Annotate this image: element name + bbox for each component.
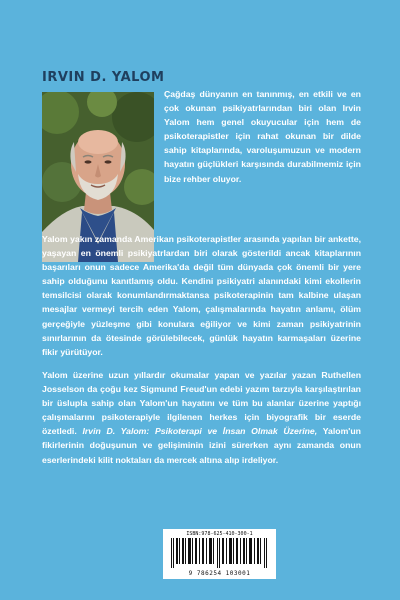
isbn-label: ISBN:978-625-410-300-1 xyxy=(186,531,253,537)
paragraph-3-part-1: Yalom üzerine uzun yıllardır okumalar yapan ve yazılar yazan Ruthellen Josselson da çoğu kez Sigmund Freud'un edebi yazım tarzıyla karşılaştırılan bir üslupla sahip olan Yalom'un hayatını ve tüm bu alanlar üzerine yaptığı çalışmalarını psikoterapiyle ilgilenen herkes için biyografik bir eserde özetledi. xyxy=(42,370,361,437)
isbn-barcode xyxy=(163,529,276,579)
description-paragraph-3 xyxy=(42,368,361,467)
description-paragraph-1: Çağdaş dünyanın en tanınmış, en etkili ve en çok okunan psikiyatrlarından biri olan Irvin Yalom hem genel okuyucular için hem de psikoterapistler için rahat okunan bir dilde sahip kitaplarında, varoluşumuzun ve modern hayatın güçlükleri karşısında durabilmemiz için bize rehber oluyor. xyxy=(164,89,361,184)
barcode-number: 9 786254 103001 xyxy=(188,570,251,577)
author-name: IRVIN D. YALOM xyxy=(42,70,165,85)
description-paragraph-2: Yalom yakın zamanda Amerikan psikoterapistler arasında yapılan bir ankette, yaşayan en önemli psikiyatrlardan biri olarak gösterildi ancak kitaplarının başarıları onun sadece Amerika'da değil tüm dünyada çok önemli bir yere sahip olduğunu kanıtlamış oldu. Kendini psikiyatri alanındaki kimi ekollerin temsilcisi olarak konumlandırmaktansa psikoterapinin tam kalbine ulaşan mesajlar vermeyi tercih eden Yalom, çalışmalarında hayatın anlamı, ölüm gerçeğiyle yüzleşme gibi konulara eğiliyor ve kimi zaman psikiyatrinin sınırlarının da ötesinde görülebilecek, günlük hayatın karmaşaları üzerine fikir yürütüyor. xyxy=(42,234,361,357)
paragraph-3-part-2: Yalom'un fikirlerinin doğuşunun ve gelişiminin izini sürerken aynı zamanda onun eserlerindeki kilit noktaları da mercek altına alıp irdeliyor. xyxy=(42,426,361,465)
book-title-italic: Irvin D. Yalom: Psikoterapi ve İnsan Olmak Üzerine, xyxy=(82,426,318,437)
barcode-bars-icon xyxy=(171,538,268,568)
